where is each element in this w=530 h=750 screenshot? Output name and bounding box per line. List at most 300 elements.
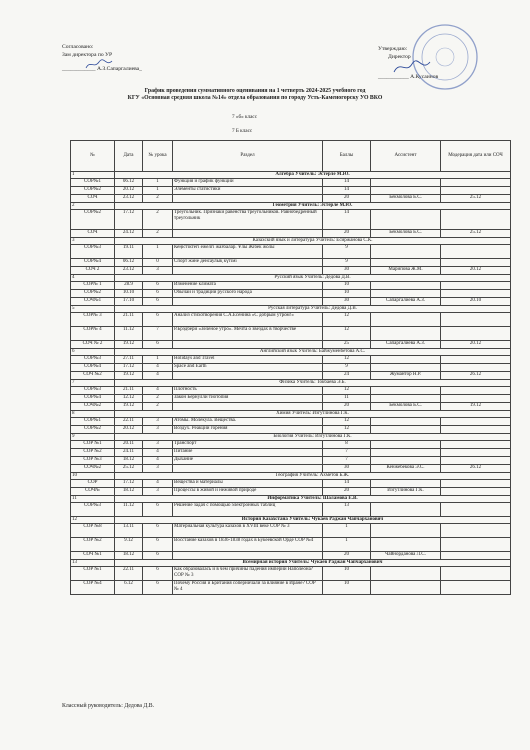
- cell-lesson: 3: [143, 418, 173, 426]
- table-row: [71, 372, 511, 380]
- cell-assistant: [371, 245, 441, 259]
- cell-topic: Обычаи и традиции русского народа: [173, 290, 323, 298]
- cell-assistant: Чайнорданова Л.С.: [371, 552, 441, 560]
- column-header: №: [71, 141, 115, 172]
- table-row: [71, 395, 511, 403]
- cell-date: 20.12: [115, 187, 143, 195]
- cell-date: 6.12: [115, 581, 143, 595]
- cell-score: 10: [323, 290, 371, 298]
- cell-code: СОЧ№2: [71, 403, 115, 411]
- cell-score: 30: [323, 267, 371, 275]
- class-label-a: 7 «б» класс: [232, 114, 258, 120]
- cell-date: 17.10: [115, 298, 143, 306]
- cell-date: 10.10: [115, 290, 143, 298]
- table-row: [71, 245, 511, 259]
- cell-code: СОЧ №2: [71, 372, 115, 380]
- cell-date: 19.12: [115, 403, 143, 411]
- cell-topic: Holidays and Travel: [173, 356, 323, 364]
- cell-assistant: [371, 210, 441, 230]
- cell-code: СОЧ № 2: [71, 341, 115, 349]
- director-label: Директор: [388, 54, 411, 60]
- cell-moderation: 20.12: [441, 267, 511, 275]
- section-row: [71, 275, 511, 282]
- cell-assistant: [371, 538, 441, 552]
- cell-score: 14: [323, 187, 371, 195]
- cell-topic: [173, 465, 323, 473]
- cell-moderation: 26.12: [441, 372, 511, 380]
- column-header: Ассистент: [371, 141, 441, 172]
- cell-assistant: Бекмолова Б.С.: [371, 403, 441, 411]
- cell-lesson: 4: [143, 457, 173, 465]
- cell-lesson: 6: [143, 524, 173, 538]
- cell-moderation: [441, 395, 511, 403]
- cell-assistant: [371, 290, 441, 298]
- section-number: 7: [71, 380, 115, 387]
- cell-moderation: [441, 327, 511, 341]
- cell-assistant: [371, 418, 441, 426]
- cell-score: 14: [323, 179, 371, 187]
- cell-moderation: 25.12: [441, 230, 511, 238]
- cell-date: 23.12: [115, 195, 143, 203]
- cell-code: СОР№ 1: [71, 282, 115, 290]
- cell-date: 19.12: [115, 341, 143, 349]
- cell-moderation: 25.12: [441, 195, 511, 203]
- table-row: [71, 313, 511, 327]
- class-label-b: 7 Б класс: [232, 128, 253, 134]
- cell-code: СОР№ 4: [71, 327, 115, 341]
- cell-score: 12: [323, 418, 371, 426]
- cell-assistant: [371, 313, 441, 327]
- cell-date: 12.12: [115, 395, 143, 403]
- cell-lesson: 6: [143, 298, 173, 306]
- cell-code: СОР №8: [71, 524, 115, 538]
- cell-lesson: 6: [143, 538, 173, 552]
- cell-date: 13.11: [115, 524, 143, 538]
- cell-code: СОР№3: [71, 387, 115, 395]
- cell-topic: [173, 552, 323, 560]
- cell-topic: Воздух. Реакции горения: [173, 426, 323, 434]
- table-body: [71, 172, 511, 595]
- cell-moderation: [441, 567, 511, 581]
- cell-date: 11.12: [115, 327, 143, 341]
- cell-assistant: [371, 480, 441, 488]
- cell-code: СОЧ: [71, 230, 115, 238]
- cell-topic: Р.Брэдбери «Зеленое утро». Мечта о звездах в творчестве: [173, 327, 323, 341]
- cell-date: 17.12: [115, 364, 143, 372]
- cell-topic: Атомы. Молекула. Вещества.: [173, 418, 323, 426]
- cell-topic: Плотность: [173, 387, 323, 395]
- cell-date: 18.12: [115, 457, 143, 465]
- cell-lesson: 6: [143, 567, 173, 581]
- cell-score: 30: [323, 465, 371, 473]
- cell-score: 7: [323, 449, 371, 457]
- cell-topic: Закон Бернулли тиотопия: [173, 395, 323, 403]
- cell-score: 30: [323, 298, 371, 306]
- cell-moderation: 19.12: [441, 403, 511, 411]
- cell-score: 20: [323, 488, 371, 496]
- cell-code: СОЧ№1: [71, 298, 115, 306]
- cell-score: 10: [323, 567, 371, 581]
- cell-date: 22.11: [115, 418, 143, 426]
- cell-topic: [173, 267, 323, 275]
- table-row: [71, 426, 511, 434]
- cell-lesson: 2: [143, 210, 173, 230]
- title-line-1: График проведения суммативного оценивания на 1 четверть 2024-2025 учебного год: [144, 88, 366, 94]
- cell-code: СОР№4: [71, 395, 115, 403]
- cell-topic: [173, 230, 323, 238]
- cell-date: 11.12: [115, 503, 143, 517]
- cell-moderation: [441, 449, 511, 457]
- cell-topic: Решение задач с помощью электронных таблиц: [173, 503, 323, 517]
- cell-code: СОР №1: [71, 567, 115, 581]
- cell-code: СОЧ№: [71, 488, 115, 496]
- table-row: [71, 356, 511, 364]
- cell-date: 22.11: [115, 567, 143, 581]
- table-row: [71, 267, 511, 275]
- section-number: 13: [71, 560, 115, 567]
- section-row: [71, 203, 511, 210]
- section-row: [71, 434, 511, 441]
- cell-lesson: 3: [143, 426, 173, 434]
- table-row: [71, 581, 511, 595]
- section-number: 4: [71, 275, 115, 282]
- cell-date: 18.12: [115, 552, 143, 560]
- section-row: [71, 238, 511, 245]
- cell-code: СОЧ 2: [71, 267, 115, 275]
- cell-lesson: 4: [143, 480, 173, 488]
- cell-date: 21.11: [115, 387, 143, 395]
- cell-date: 20.12: [115, 426, 143, 434]
- cell-code: СОР №4: [71, 581, 115, 595]
- table-row: [71, 290, 511, 298]
- cell-lesson: 4: [143, 387, 173, 395]
- table-row: [71, 403, 511, 411]
- section-title: Биология Учитель: Изгутлинова Г.К.: [115, 434, 511, 441]
- director-signature: ___________ А.Кусаинов: [378, 74, 439, 80]
- cell-lesson: 2: [143, 395, 173, 403]
- section-number: 1: [71, 172, 115, 179]
- cell-assistant: Бекмолова Б.С.: [371, 195, 441, 203]
- title-line-2: КГУ «Основная средняя школа №14» отдела образования по городу Усть-Каменогорску УО ВКО: [127, 95, 383, 102]
- section-row: [71, 560, 511, 567]
- deputy-signature-scribble: [84, 58, 114, 70]
- table-row: [71, 298, 511, 306]
- cell-lesson: 7: [143, 327, 173, 341]
- cell-assistant: Жумантор Н.Р.: [371, 372, 441, 380]
- cell-lesson: 6: [143, 581, 173, 595]
- section-number: 8: [71, 411, 115, 418]
- cell-code: СОР№2: [71, 210, 115, 230]
- cell-date: 06.12: [115, 179, 143, 187]
- table-row: [71, 230, 511, 238]
- table-row: [71, 538, 511, 552]
- cell-moderation: [441, 538, 511, 552]
- table-row: [71, 259, 511, 267]
- cell-topic: Дыхание: [173, 457, 323, 465]
- table-row: [71, 524, 511, 538]
- cell-date: 20.11: [115, 441, 143, 449]
- cell-score: 8: [323, 441, 371, 449]
- cell-score: 13: [323, 503, 371, 517]
- column-header: Модерация дата или СОЧ: [441, 141, 511, 172]
- cell-code: СОР №2: [71, 449, 115, 457]
- cell-score: 20: [323, 230, 371, 238]
- cell-moderation: [441, 488, 511, 496]
- column-header: Дата: [115, 141, 143, 172]
- cell-date: 06.12: [115, 259, 143, 267]
- cell-assistant: [371, 364, 441, 372]
- deputy-signature: ____________ А.З.Сапаргалиева_: [62, 66, 142, 72]
- cell-moderation: [441, 282, 511, 290]
- cell-score: 12: [323, 327, 371, 341]
- cell-date: 19.11: [115, 245, 143, 259]
- cell-moderation: [441, 313, 511, 327]
- cell-code: СОЧ: [71, 195, 115, 203]
- cell-moderation: [441, 524, 511, 538]
- cell-date: 28.9: [115, 282, 143, 290]
- cell-date: 23.12: [115, 267, 143, 275]
- cell-code: СОР№2: [71, 187, 115, 195]
- cell-assistant: [371, 441, 441, 449]
- section-number: 5: [71, 306, 115, 313]
- section-title: Геометрия Учитель: Эстерле М.Ю.: [115, 203, 511, 210]
- section-row: [71, 411, 511, 418]
- cell-assistant: [371, 449, 441, 457]
- cell-topic: Функция и график функции: [173, 179, 323, 187]
- cell-topic: [173, 403, 323, 411]
- cell-lesson: 4: [143, 372, 173, 380]
- cell-date: 19.12: [115, 372, 143, 380]
- section-title: Казахский язык и литература Учитель: Есиржанова С.К.: [115, 238, 511, 245]
- cell-code: СОР №2: [71, 538, 115, 552]
- cell-assistant: [371, 503, 441, 517]
- cell-score: 20: [323, 552, 371, 560]
- cell-date: 18.12: [115, 488, 143, 496]
- section-number: 9: [71, 434, 115, 441]
- cell-topic: Треугольник. Признаки равенства треугольников. Равнобедренный треугольник: [173, 210, 323, 230]
- cell-code: СОЧ №1: [71, 552, 115, 560]
- cell-topic: Кеңістіктегі ежелгі жазбалар. Ұлы Жібек жолы: [173, 245, 323, 259]
- cell-assistant: [371, 457, 441, 465]
- cell-score: 10: [323, 282, 371, 290]
- cell-lesson: 2: [143, 230, 173, 238]
- cell-moderation: [441, 581, 511, 595]
- table-row: [71, 449, 511, 457]
- cell-code: СОР№2: [71, 290, 115, 298]
- cell-date: 21.11: [115, 313, 143, 327]
- column-header: Баллы: [323, 141, 371, 172]
- table-header-row: [71, 141, 511, 172]
- cell-code: СОР№3: [71, 503, 115, 517]
- cell-assistant: [371, 395, 441, 403]
- cell-moderation: [441, 290, 511, 298]
- cell-lesson: 3: [143, 267, 173, 275]
- cell-score: 12: [323, 313, 371, 327]
- cell-lesson: 4: [143, 364, 173, 372]
- cell-lesson: 4: [143, 449, 173, 457]
- cell-code: СОР№3: [71, 356, 115, 364]
- cell-moderation: [441, 480, 511, 488]
- cell-assistant: Марипова Ж.М.: [371, 267, 441, 275]
- cell-date: 9.12: [115, 538, 143, 552]
- cell-assistant: Сапаргалиева А.З.: [371, 298, 441, 306]
- section-row: [71, 172, 511, 179]
- table-row: [71, 567, 511, 581]
- section-title: Химия Учитель: Изгутлинова Г.К.: [115, 411, 511, 418]
- section-row: [71, 349, 511, 356]
- cell-topic: [173, 372, 323, 380]
- section-title: Всемирная история Учитель: Чукаев Раджан Чапчарханович: [115, 560, 511, 567]
- cell-score: 14: [323, 480, 371, 488]
- section-row: [71, 473, 511, 480]
- cell-code: СОР №3: [71, 457, 115, 465]
- cell-topic: Транспорт: [173, 441, 323, 449]
- cell-score: 14: [323, 210, 371, 230]
- cell-score: 12: [323, 356, 371, 364]
- cell-code: СОР№4: [71, 364, 115, 372]
- cell-score: 9: [323, 364, 371, 372]
- cell-code: СОР№4: [71, 259, 115, 267]
- cell-score: 10: [323, 581, 371, 595]
- cell-code: СОР№1: [71, 179, 115, 187]
- school-stamp: [410, 22, 480, 92]
- cell-lesson: 6: [143, 552, 173, 560]
- cell-lesson: 3: [143, 488, 173, 496]
- cell-assistant: [371, 282, 441, 290]
- section-title: Русский язык Учитель: Дедова Д.В.: [115, 275, 511, 282]
- cell-topic: Вещества и материалы: [173, 480, 323, 488]
- table-row: [71, 341, 511, 349]
- cell-score: 1: [323, 524, 371, 538]
- section-row: [71, 306, 511, 313]
- cell-moderation: [441, 179, 511, 187]
- assessment-table: [70, 140, 511, 595]
- cell-topic: [173, 298, 323, 306]
- table-row: [71, 387, 511, 395]
- cell-moderation: [441, 387, 511, 395]
- cell-lesson: 1: [143, 179, 173, 187]
- document-title: [90, 88, 420, 102]
- cell-moderation: [441, 356, 511, 364]
- cell-code: СОР№1: [71, 418, 115, 426]
- cell-assistant: [371, 387, 441, 395]
- cell-topic: Процессы в живой и неживой природе: [173, 488, 323, 496]
- cell-topic: Спорт және денсаулық күтімі: [173, 259, 323, 267]
- cell-moderation: [441, 187, 511, 195]
- cell-topic: Как образовалась и в чем причины падения империи Наполеона? СОР № 3: [173, 567, 323, 581]
- cell-lesson: 6: [143, 341, 173, 349]
- cell-score: 9: [323, 245, 371, 259]
- column-header: Раздел: [173, 141, 323, 172]
- cell-topic: Анализ стихотворения С.А.Есенина «С добрым утром!»: [173, 313, 323, 327]
- section-title: История Казахстана Учитель: Чукаев Раджан Чапчарханович: [115, 517, 511, 524]
- cell-moderation: 20.12: [441, 341, 511, 349]
- cell-assistant: [371, 581, 441, 595]
- cell-score: 20: [323, 195, 371, 203]
- cell-assistant: [371, 259, 441, 267]
- section-row: [71, 380, 511, 387]
- cell-score: 9: [323, 259, 371, 267]
- cell-assistant: Сапаргалиева А.З.: [371, 341, 441, 349]
- table-row: [71, 457, 511, 465]
- cell-code: СОР№2: [71, 426, 115, 434]
- cell-code: СОР №1: [71, 441, 115, 449]
- cell-assistant: [371, 567, 441, 581]
- cell-assistant: Бекмолова Б.С.: [371, 230, 441, 238]
- table-row: [71, 441, 511, 449]
- table-row: [71, 488, 511, 496]
- cell-score: 12: [323, 387, 371, 395]
- cell-date: 17.12: [115, 480, 143, 488]
- table-row: [71, 195, 511, 203]
- cell-code: СОЧ№2: [71, 465, 115, 473]
- table-row: [71, 418, 511, 426]
- column-header: № урока: [143, 141, 173, 172]
- cell-date: 24.12: [115, 230, 143, 238]
- table-row: [71, 187, 511, 195]
- table-row: [71, 465, 511, 473]
- cell-assistant: Изгутлинова Г.К.: [371, 488, 441, 496]
- cell-code: СОР№ 3: [71, 313, 115, 327]
- cell-score: 1: [323, 538, 371, 552]
- cell-lesson: 2: [143, 195, 173, 203]
- table-row: [71, 282, 511, 290]
- cell-assistant: [371, 187, 441, 195]
- cell-moderation: [441, 441, 511, 449]
- cell-moderation: 26.12: [441, 465, 511, 473]
- cell-moderation: [441, 418, 511, 426]
- cell-lesson: 1: [143, 245, 173, 259]
- cell-score: 11: [323, 395, 371, 403]
- cell-topic: [173, 195, 323, 203]
- section-title: Алгебра Учитель: Эстерле М.Ю.: [115, 172, 511, 179]
- cell-score: 12: [323, 426, 371, 434]
- cell-lesson: 6: [143, 282, 173, 290]
- table-row: [71, 480, 511, 488]
- cell-lesson: 6: [143, 503, 173, 517]
- cell-score: 7: [323, 457, 371, 465]
- cell-code: СОР: [71, 480, 115, 488]
- cell-lesson: 2: [143, 403, 173, 411]
- approved-label: Утверждаю:: [378, 46, 408, 52]
- cell-topic: Восстание казахов в 1836-1838 годах в Букеевской Орде СОР №4: [173, 538, 323, 552]
- cell-lesson: 1: [143, 356, 173, 364]
- cell-lesson: 6: [143, 313, 173, 327]
- section-title: Информатика Учитель: Шаламова Е.В.: [115, 496, 511, 503]
- cell-topic: Питание: [173, 449, 323, 457]
- cell-moderation: [441, 210, 511, 230]
- section-row: [71, 517, 511, 524]
- cell-topic: Элементы статистики: [173, 187, 323, 195]
- cell-code: СОР№3: [71, 245, 115, 259]
- section-title: Английский язык Учитель: Байжуменбетова А.С.: [115, 349, 511, 356]
- cell-topic: [173, 341, 323, 349]
- section-row: [71, 496, 511, 503]
- cell-topic: Space and Earth: [173, 364, 323, 372]
- cell-moderation: [441, 552, 511, 560]
- table-row: [71, 210, 511, 230]
- section-number: 11: [71, 496, 115, 503]
- cell-date: 27.11: [115, 356, 143, 364]
- cell-lesson: 3: [143, 441, 173, 449]
- cell-lesson: 3: [143, 465, 173, 473]
- cell-moderation: [441, 364, 511, 372]
- cell-assistant: [371, 356, 441, 364]
- section-number: 12: [71, 517, 115, 524]
- table-row: [71, 552, 511, 560]
- cell-score: 25: [323, 341, 371, 349]
- cell-assistant: [371, 179, 441, 187]
